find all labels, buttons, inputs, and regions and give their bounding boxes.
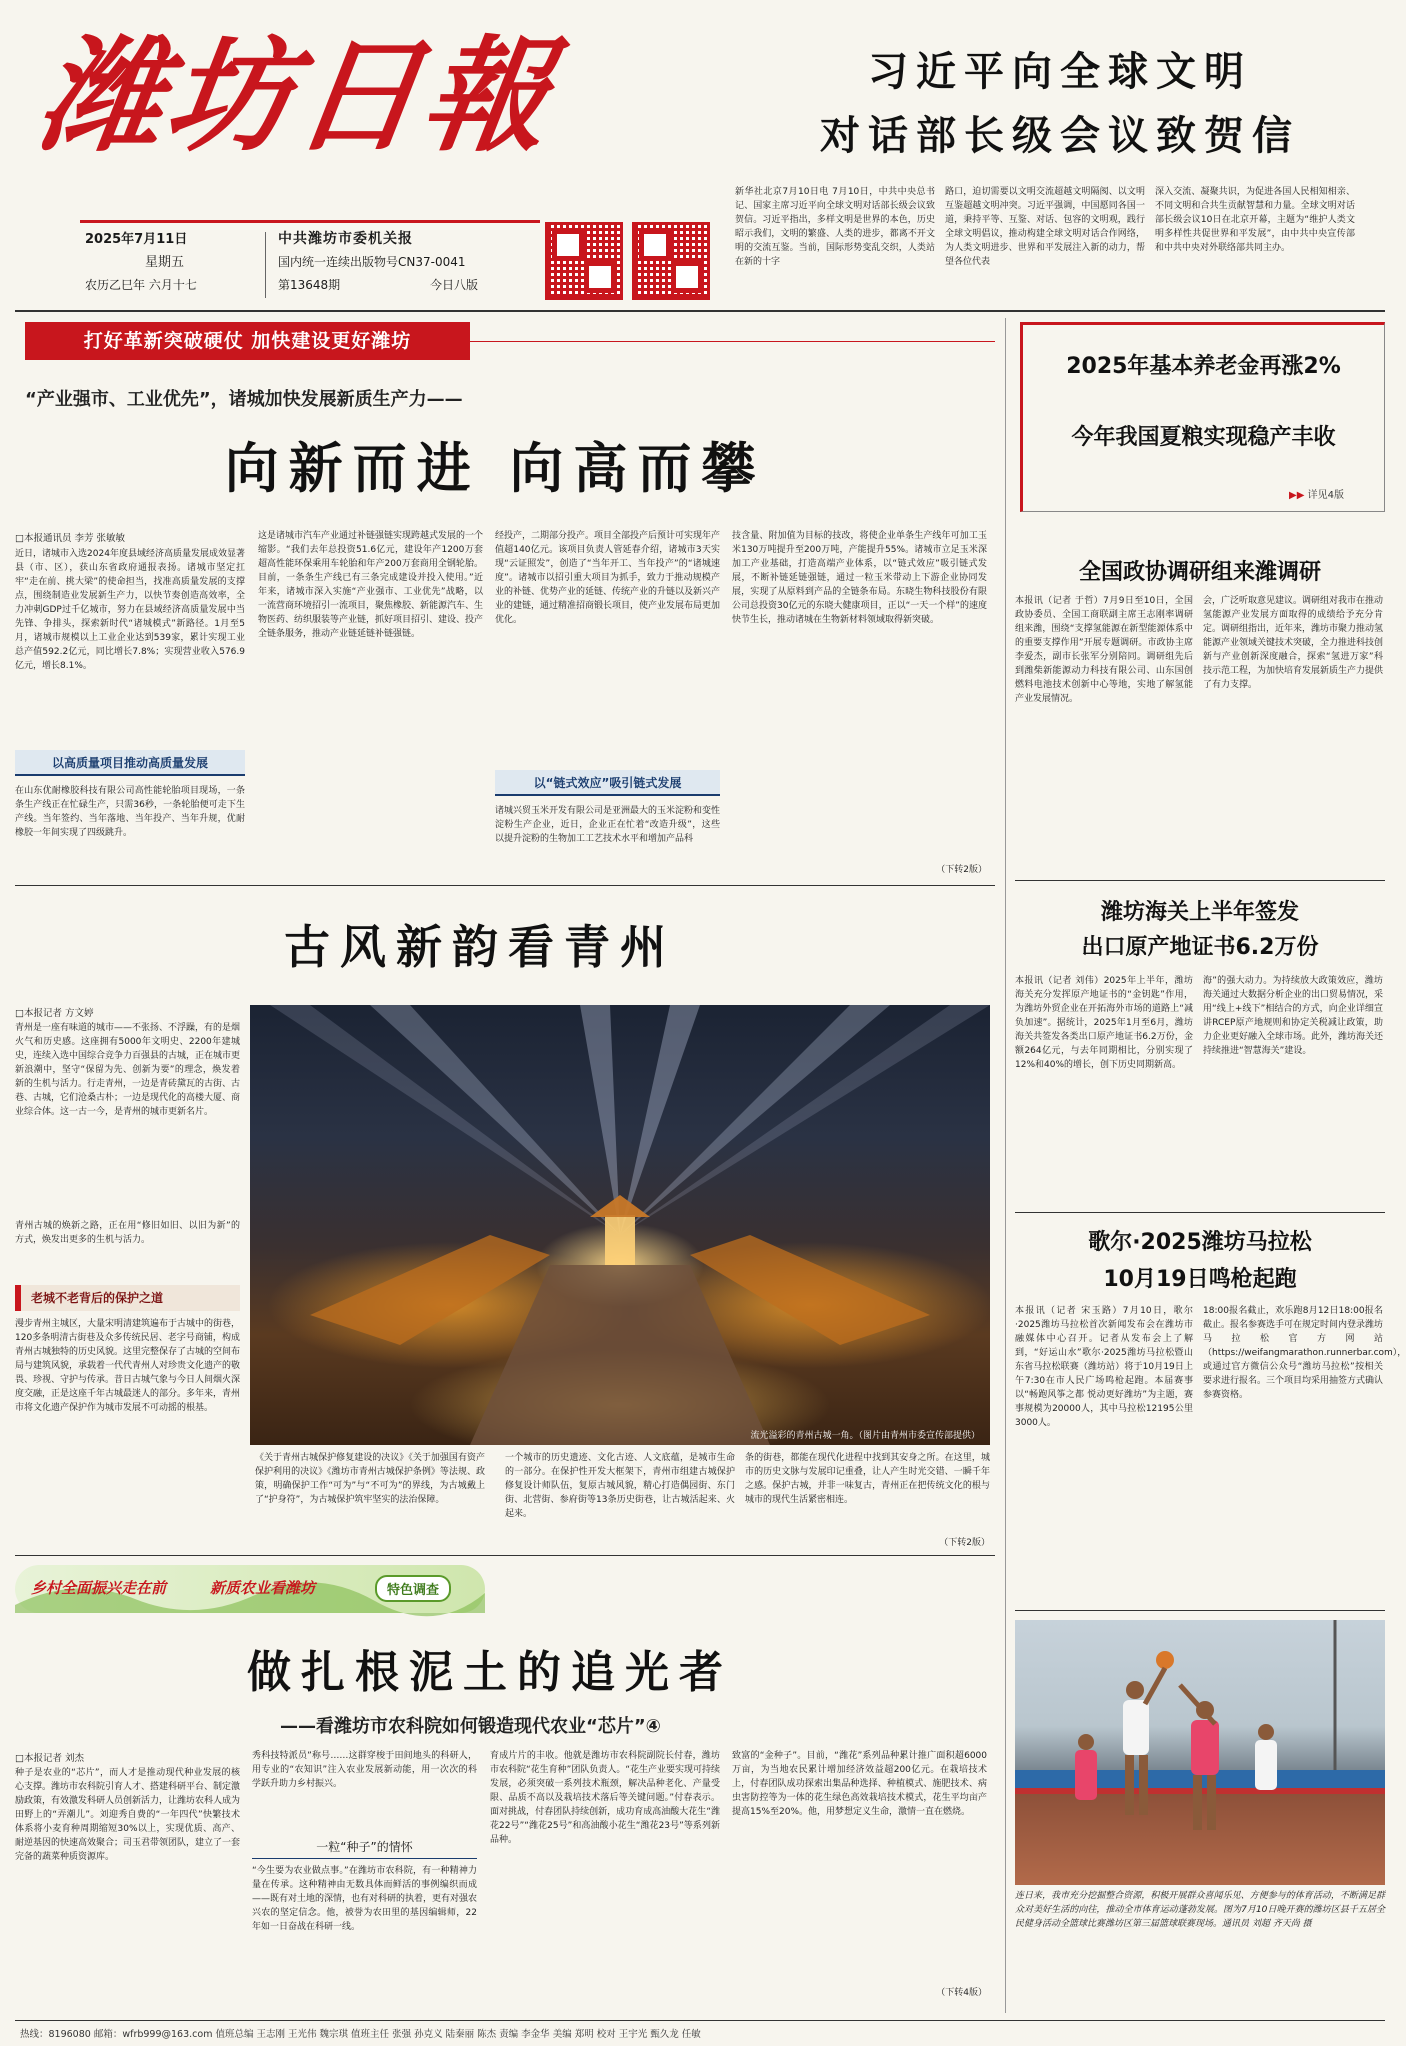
logo-text: 潍坊日報	[29, 24, 563, 169]
top-headline-line1: 习近平向全球文明	[868, 48, 1252, 95]
rural-banner	[15, 1565, 485, 1613]
qr-code-2[interactable]	[632, 222, 710, 300]
cn-number: 国内统一连续出版物号CN37-0041	[278, 255, 466, 269]
lead-col3: 经投产，二期部分投产。项目全部投产后预计可实现年产值超140亿元。该项目负责人管延春介绍，诸城市3天实现“云证照发”，创造了“当年开工、当年投产”的“诸城速度”。诸城市以招引重大项目为抓手，致力于推动规模产业的补链、优势产业的延链、传统产业的升链以及新兴产业的建链，通过精准招商锻长项目，使产业发展布局更加优化。	[495, 531, 721, 625]
top-story-col2: 路口，迫切需要以文明交流超越文明隔阂、以文明互鉴超越文明冲突。习近平强调，中国愿同各国一道，秉持平等、互鉴、对话、包容的文明观，践行全球文明倡议，推动构建全球文明对话合作网络，为人类文明进步、世界和平发展注入新的动力，帮望各位代表	[945, 187, 1145, 267]
qingzhou-byline: □本报记者 方文婷	[15, 1008, 94, 1019]
lead-subhead-2	[495, 770, 720, 796]
top-headline	[780, 45, 1340, 163]
sidebar-more-arrow-icon: ▶▶	[1289, 490, 1305, 501]
qingzhou-col1c: 漫步青州主城区，大量宋明清建筑遍布于古城中的街巷，120多条明清古街巷及众多传统民居、老字号商铺，构成青州古城独特的历史风貌。这里完整保存了古城的空间布局与建筑风貌，承载着一代代青州人对珍贵文化遗产的敬畏、珍视、守护与传承。昔日古城气象与今日人间烟火深度交融，正是这座千年古城最迷人的部分。多年来，青州市将文化遗产保护作为城市发展不可动摇的根基。	[15, 1319, 241, 1413]
sidebar-box	[1020, 322, 1385, 512]
section-banner	[25, 322, 470, 360]
sidebar-story3-col2: 18:00报名截止，欢乐跑8月12日18:00报名截止。报名参赛选手可在规定时间内登录潍坊马拉松官方网站（https://weifangmarathon.runnerbar.com），或通过官方微信公众号“潍坊马拉松”按相关要求进行报名。三个项目均采用抽签方式确认参赛资格。	[1203, 1306, 1406, 1400]
lead-subhead-1-text: 以高质量项目推动高质量发展	[51, 756, 208, 770]
sidebar-story2-col2: 海”的强大动力。为持续放大政策效应，潍坊海关通过大数据分析企业的出口贸易情况，采用“线上+线下”相结合的方式，向企业详细宣讲RCEP原产地规则和协定关税减让政策，助力企业更好融入全球市场。此外，潍坊海关还持续推进“智慧海关”建设。	[1203, 976, 1384, 1056]
sidebar-story2-headline-1: 潍坊海关上半年签发	[1100, 900, 1299, 925]
top-headline-line2: 对话部长级会议致贺信	[820, 112, 1300, 159]
section-banner-text: 打好革新突破硬仗 加快建设更好潍坊	[83, 330, 412, 352]
sidebar-divider-1	[1015, 880, 1385, 881]
qingzhou-col3: 一个城市的历史遗迹、文化古迹、人文底蕴，是城市生命的一部分。在保护性开发大框架下，青州市组建古城保护修复设计师队伍，复原古城风貌，精心打造偶园街、东门街、北营街、参府街等13条历史街巷，让古城活起来、火起来。	[505, 1453, 735, 1519]
masthead-divider	[15, 310, 1385, 312]
page-count: 今日八版	[429, 278, 478, 292]
banner-rule	[470, 341, 995, 342]
rural-continued[interactable]: （下转4版）	[936, 1988, 987, 1998]
rural-col2b: “今生要为农业做点事。”在潍坊市农科院，有一种精神力量在传承。这种精神由无数具体而鲜活的事例编织而成——既有对土地的深情，也有对科研的执着，更有对强农兴农的坚定信念。他，被誉为农田里的基因编辑师，22年如一日奋战在科研一线。	[252, 1866, 478, 1932]
rural-byline: □本报记者 刘杰	[15, 1753, 84, 1764]
lead-headline: 向新而进 向高而攀	[224, 436, 766, 500]
rural-col2: 秀科技特派员”称号……这群穿梭于田间地头的科研人，用专业的“农知识”注入农业发展新动能，用一次次的科学跃升助力乡村振兴。	[252, 1751, 477, 1789]
lead-subhead-1	[15, 750, 245, 776]
lunar-date: 农历乙巳年 六月十七	[85, 278, 197, 292]
lead-kicker: “产业强市、工业优先”，诸城加快发展新质生产力——	[25, 389, 463, 410]
sidebar-story3-headline-1: 歌尔·2025潍坊马拉松	[1088, 1230, 1312, 1255]
lead-col1: 近日，诸城市入选2024年度县域经济高质量发展成效显著县（市、区），获山东省政府通报表扬。诸城市坚定扛牢“走在前、挑大梁”的使命担当，找准高质量发展的支撑点，围绕制造业发展新生产力，以快节奏创造高效率，全力冲刺GDP过千亿城市，努力在县域经济高质量发展中当先锋、争排头，探索新时代“诸城模式”新路径。1月至5月，诸城市规模以上工业企业达到539家，累计实现工业总产值592.2亿元，同比增长7.8%；实现营业收入576.9亿元，增长8.1%。	[15, 549, 245, 671]
footer-credits: 热线：8196080 邮箱：wfrb999@163.com 值班总编 王志刚 王光伟 魏宗琪 值班主任 张强 孙克义 陆秦丽 陈杰 责编 李金华 美编 郑明 校对 王宇光 甄久龙 任敏	[20, 2029, 701, 2040]
footer-rule	[15, 2020, 1385, 2021]
lead-col2: 这是诸城市汽车产业通过补链强链实现跨越式发展的一个缩影。“我们去年总投资51.6亿元，建设年产1200万套超高性能环保乘用车轮胎和年产200万套商用全钢轮胎。目前，一条条生产线已有三条完成建设并投入使用。”近年来，诸城市深入实施“产业强市、工业优先”战略，以一流营商环境招引一流项目，聚焦橡胶、新能源汽车、生物医药、纺织服装等产业链，抓好项目招引、建设、投产全链条服务，推动产业链延链补链强链。	[258, 531, 484, 639]
basketball-photo	[1015, 1620, 1385, 1885]
sidebar-divider	[1005, 318, 1006, 2013]
photo-light-beams	[250, 1005, 990, 1445]
masthead-logo	[29, 22, 600, 172]
sidebar-box-title2[interactable]: 今年我国夏粮实现稳产丰收	[1071, 425, 1336, 450]
lead-col1b: 在山东优耐橡胶科技有限公司高性能轮胎项目现场，一条条生产线正在忙碌生产，只需36秒，一条轮胎便可走下生产线。当年签约、当年落地、当年投产、当年升规，优耐橡胶一年间实现了四级跳升。	[15, 786, 245, 838]
sidebar-story1-col1: 本报讯（记者 于哲）7月9日至10日，全国政协委员、全国工商联副主席王志刚率调研组来潍，围绕“支撑氢能源在新型能源体系中的重要支撑作用”开展专题调研。市政协主席李爱杰，副市长张军分别陪同。调研组先后到潍柴新能源动力科技有限公司、山东国创燃料电池技术创新中心等地，实地了解氢能产业发展情况。	[1015, 596, 1193, 704]
rural-banner-right: 新质农业看潍坊	[210, 1579, 316, 1597]
sidebar-box-title1[interactable]: 2025年基本养老金再涨2%	[1066, 354, 1341, 379]
rural-banner-tag: 特色调查	[375, 1575, 451, 1602]
sidebar-more-link[interactable]: 详见4版	[1307, 490, 1344, 501]
qingzhou-headline: 古风新韵看青州	[284, 920, 676, 974]
qingzhou-col4: 条的街巷，都能在现代化进程中找到其安身之所。在这里，城市的历史文脉与发展印记重叠，让人产生时光交错、一瞬千年之感。保护古城，并非一味复古，青州正在把传统文化的根与城市的现代生活紧密相连。	[745, 1453, 990, 1505]
lead-byline: □本报通讯员 李芳 张敏敏	[15, 533, 126, 544]
lead-col3b: 诸城兴贸玉米开发有限公司是亚洲最大的玉米淀粉和变性淀粉生产企业，近日，企业正在忙着“改造升级”，这些以提升淀粉的生物加工工艺技术水平和增加产品科	[495, 806, 721, 844]
qingzhou-col2: 《关于青州古城保护修复建设的决议》《关于加强国有资产保护利用的决议》《潍坊市青州古城保护条例》等法规、政策，明确保护工作“可为”与“不可为”的界线，为古城戴上了“护身符”，为古城保护筑牢坚实的法治保障。	[255, 1453, 485, 1505]
qingzhou-subhead-text: 老城不老背后的保护之道	[31, 1291, 164, 1305]
sidebar-story2-col1: 本报讯（记者 刘伟）2025年上半年，潍坊海关充分发挥原产地证书的“金钥匙”作用，为潍坊外贸企业在开拓海外市场的道路上“减负加速”。据统计，2025年1月至6月，潍坊海关共签发各类出口原产地证书6.2万份，金额264亿元，与去年同期相比，分别实现了12%和40%的增长，创下历史同期新高。	[1015, 976, 1193, 1070]
masthead-date-block	[85, 228, 255, 297]
qr-code-1[interactable]	[545, 222, 623, 300]
masthead-rule	[80, 220, 540, 223]
top-story-col1: 新华社北京7月10日电 7月10日，中共中央总书记、国家主席习近平向全球文明对话部长级会议致贺信。习近平指出，多样文明是世界的本色，历史昭示我们，文明的繁盛、人类的进步，都离不开文明的交流互鉴。当前，国际形势变乱交织，人类站在新的十字	[735, 187, 935, 267]
sidebar-story1-col2: 会，广泛听取意见建议。调研组对我市在推动氢能源产业发展方面取得的成绩给予充分肯定。调研组指出，近年来，潍坊市聚力推动氢能源产业领域关键技术突破，全力推进科技创新与产业创新深度融合，探索“氢进万家”科技示范工程，为加快培育发展新质生产力提供了有力支撑。	[1203, 596, 1384, 690]
divider-1	[15, 885, 995, 886]
qingzhou-col1b: 青州古城的焕新之路，正在用“修旧如旧、以旧为新”的方式，焕发出更多的生机与活力。	[15, 1221, 240, 1245]
basketball-photo-caption: 连日来，我市充分挖掘整合资源，积极开展群众喜闻乐见、方便参与的体育活动，不断满足群众对美好生活的向往，推动全市体育运动蓬勃发展。图为7月10日晚开赛的潍坊区县千五居全民健身活动全篮球比赛潍坊区第三届篮球联赛现场。通讯员 刘超 齐天尚 摄	[1015, 1891, 1385, 1929]
masthead-publisher-block	[278, 228, 538, 297]
sidebar-divider-2	[1015, 1212, 1385, 1213]
rural-col1: 种子是农业的“芯片”，而人才是推动现代种业发展的核心支撑。潍坊市农科院引育人才、搭建科研平台、制定激励政策，有效激发科研人员创新活力，让潍坊农科人成为田野上的“弄潮儿”。刘迎秀自费的“一年四代”快繁技术体系将小麦育种周期缩短30%以上，实现优质、高产、耐逆基因的快速高效聚合；司玉君带领团队，建立了一套完备的蔬菜种质资源库。	[15, 1768, 241, 1862]
qingzhou-photo	[250, 1005, 990, 1445]
rural-subhead: ——看潍坊市农科院如何锻造现代农业“芯片”④	[280, 1716, 661, 1737]
lead-col4: 技含量、附加值为目标的技改，将使企业单条生产线年可加工玉米130万吨提升至200万吨，产能提升55%。诸城市立足玉米深加工产业基础，打造高端产业体系，以“链式效应”吸引链式发展，不断补链延链强链，通过一粒玉米带动上下游企业协同发展，实现了从原料到产品的全链条布局。东晓生物科技股份有限公司总投资30亿元的东晓大健康项目，正以“一天一个样”的速度快节生长，推动诸城在生物新材料领域取得新突破。	[732, 531, 987, 625]
sidebar-story2-headline-2: 出口原产地证书6.2万份	[1081, 935, 1319, 960]
rural-col4: 致富的“金种子”。目前，“潍花”系列品种累计推广面积超6000万亩，为当地农民累计增加经济效益超200亿元。在栽培技术上，付春团队成功探索出集品种选择、种植模式、施肥技术、病虫害防控等为一体的花生绿色高效栽培技术模式，花生平均亩产提高15%至20%。他，用梦想定义生命，激情一直在燃烧。	[732, 1751, 987, 1817]
rural-headline: 做扎根泥土的追光者	[247, 1647, 733, 1698]
rural-subhead-seed	[252, 1835, 477, 1859]
rural-subhead-seed-text: 一粒“种子”的情怀	[316, 1840, 413, 1854]
qingzhou-subhead	[15, 1285, 240, 1311]
qingzhou-photo-caption: 流光溢彩的青州古城一角。（图片由青州市委宣传部提供）	[750, 1431, 980, 1441]
qingzhou-continued[interactable]: （下转2版）	[939, 1538, 990, 1548]
rural-col3: 育成片片的丰收。他就是潍坊市农科院副院长付春，潍坊市农科院“花生育种”团队负责人。“花生产业要实现可持续发展，必须突破一系列技术瓶颈，解决品种老化、产量受限、品质不高以及栽培技术落后等关键问题。”付春表示。面对挑战，付春团队持续创新，成功育成高油酸大花生“潍花22号”“潍花25号”和高油酸小花生“潍花23号”等系列新品种。	[490, 1751, 720, 1845]
rural-banner-left: 乡村全面振兴走在前	[31, 1579, 167, 1597]
sidebar-story3-col1: 本报讯（记者 宋玉路）7月10日，歌尔·2025潍坊马拉松首次新闻发布会在潍坊市融媒体中心召开。记者从发布会上了解到，“好运山水”歌尔·2025潍坊马拉松暨山东省马拉松联赛（潍坊站）将于10月19日上午7:30在市人民广场鸣枪起跑。本届赛事以“畅跑风筝之都 悦动更好潍坊”为主题，赛事规模为20000人，其中马拉松12195公里3000人。	[1015, 1306, 1193, 1428]
weekday: 星期五	[145, 255, 185, 270]
basketball-scene	[1015, 1620, 1385, 1885]
lead-continued[interactable]: （下转2版）	[936, 865, 987, 875]
issue-number: 第13648期	[278, 278, 341, 292]
sidebar-story3-headline-2: 10月19日鸣枪起跑	[1103, 1267, 1297, 1292]
divider-2	[15, 1555, 995, 1556]
top-story-col3: 深入交流、凝聚共识，为促进各国人民相知相亲、不同文明和合共生贡献智慧和力量。全球文明对话部长级会议10日在北京开幕，主题为“维护人类文明多样性共促世界和平发展”，由中共中央宣传部和中共中央对外联络部共同主办。	[1155, 187, 1355, 253]
date: 2025年7月11日	[85, 232, 188, 247]
sidebar-story1-headline: 全国政协调研组来潍调研	[1078, 560, 1321, 585]
sidebar-divider-3	[1015, 1610, 1385, 1611]
publisher: 中共潍坊市委机关报	[278, 231, 413, 247]
lead-subhead-2-text: 以“链式效应”吸引链式发展	[533, 776, 682, 790]
qingzhou-col1: 青州是一座有味道的城市——不张扬、不浮躁，有的是烟火气和历史感。这座拥有5000年文明史、2200年建城史，连续入选中国综合竞争力百强县的古城，正在城市更新浪潮中，坚守“保留为先、创新为要”的理念，焕发着新的生机与活力。行走青州，一边是青砖黛瓦的古街、古巷、古城，它们沧桑古朴；一边是现代化的高楼大厦、商业综合体。这一古一今，是青州的城市更新名片。	[15, 1023, 241, 1117]
